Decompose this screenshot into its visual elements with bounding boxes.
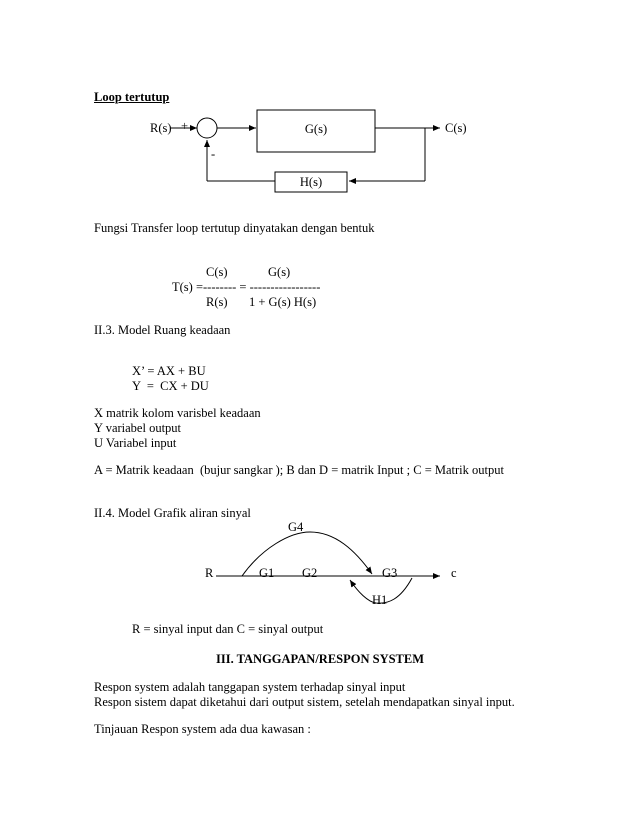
section-3-para-1: Respon system adalah tanggapan system terhadap sinyal input [94,680,406,694]
loop-heading: Loop tertutup [94,90,170,104]
label-gs: G(s) [304,122,328,136]
sfg-label-c: c [451,566,457,580]
sfg-label-h1: H1 [372,593,388,607]
label-hs: H(s) [299,175,323,189]
transfer-equation-line: T(s) =-------- = ----------------- [172,280,321,294]
sfg-label-g4: G4 [288,520,304,534]
transfer-den-right: 1 + G(s) H(s) [249,295,317,309]
sfg-label-g2: G2 [302,566,318,580]
transfer-den-left: R(s) [206,295,228,309]
label-minus: - [211,147,216,161]
label-rs: R(s) [150,121,172,135]
state-def-y: Y variabel output [94,421,182,435]
transfer-num-right: G(s) [268,265,291,279]
sfg-note: R = sinyal input dan C = sinyal output [132,622,324,636]
state-eq-1: X’ = AX + BU [132,364,206,378]
section-3-para-2: Respon sistem dapat diketahui dari output sistem, setelah mendapatkan sinyal input. [94,695,515,709]
state-eq-2: Y = CX + DU [132,379,209,393]
transfer-num-left: C(s) [206,265,228,279]
section-3-heading: III. TANGGAPAN/RESPON SYSTEM [216,652,425,666]
transfer-intro: Fungsi Transfer loop tertutup dinyatakan dengan bentuk [94,221,375,235]
sfg-label-g1: G1 [259,566,275,580]
state-def-x: X matrik kolom varisbel keadaan [94,406,261,420]
section-3-para-3: Tinjauan Respon system ada dua kawasan : [94,722,311,736]
state-def-matrices: A = Matrik keadaan (bujur sangkar ); B dan D = matrik Input ; C = Matrik output [94,463,504,477]
label-cs: C(s) [445,121,467,135]
label-plus: + [181,119,189,133]
sfg-label-r: R [205,566,214,580]
state-def-u: U Variabel input [94,436,177,450]
sfg-label-g3: G3 [382,566,398,580]
sfg-heading: II.4. Model Grafik aliran sinyal [94,506,251,520]
state-space-heading: II.3. Model Ruang keadaan [94,323,231,337]
